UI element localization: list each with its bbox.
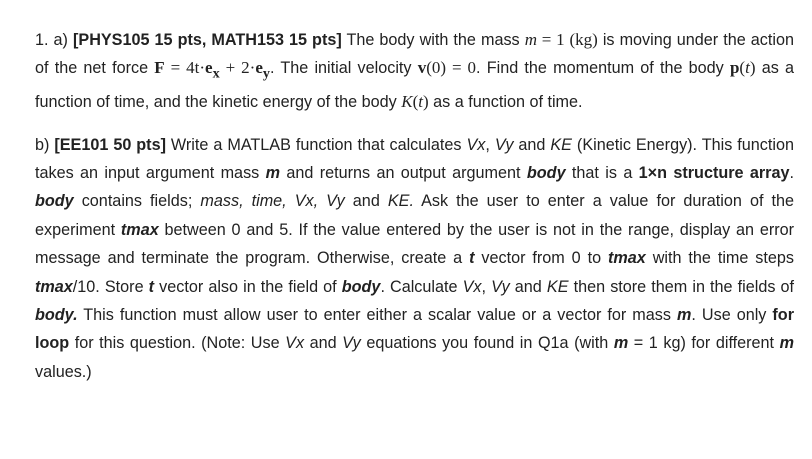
field-names: mass, time, Vx, Vy bbox=[200, 192, 345, 211]
mass-equation bbox=[525, 30, 598, 49]
var-vy: Vy bbox=[342, 334, 361, 353]
var-vx: Vx bbox=[285, 334, 305, 353]
var-body: body. bbox=[35, 306, 78, 325]
kinetic-energy-expression bbox=[401, 92, 428, 111]
part-b-text: values.) bbox=[35, 362, 92, 381]
kinetic-energy-symbol: K bbox=[401, 92, 413, 112]
part-b-text: vector also in the field of bbox=[154, 277, 342, 296]
var-m: m bbox=[779, 334, 795, 353]
momentum-paren-close: ) bbox=[749, 58, 756, 78]
part-a-text-3: . The initial velocity bbox=[269, 59, 418, 78]
var-t: t bbox=[148, 277, 155, 296]
var-t: t bbox=[469, 249, 475, 268]
unit-vector-ex-sub: x bbox=[212, 65, 220, 82]
var-tmax: tmax bbox=[608, 249, 646, 268]
unit-vector-ex: e bbox=[205, 58, 213, 78]
part-b-text: and bbox=[344, 192, 388, 211]
momentum-paren-open: ( bbox=[739, 58, 746, 78]
force-equation bbox=[154, 58, 270, 82]
part-b-text: with the time steps bbox=[645, 249, 794, 268]
for-loop-term: for loop bbox=[35, 306, 794, 353]
part-a-courses: [PHYS105 15 pts, MATH153 15 pts] bbox=[73, 31, 342, 49]
unit-vector-ey-sub: y bbox=[262, 65, 270, 82]
part-b-text: . bbox=[789, 164, 794, 183]
part-a-text-4: . Find the momentum of the body bbox=[476, 59, 730, 78]
kinetic-energy-paren-close: ) bbox=[423, 92, 429, 112]
part-a-text-2: is moving under the action of the net force bbox=[35, 31, 794, 78]
question-part-b bbox=[35, 131, 794, 387]
mass-value: = 1 (kg) bbox=[536, 30, 598, 49]
part-b-text: for this question. (Note: Use bbox=[69, 334, 286, 353]
var-tmax: tmax bbox=[120, 220, 159, 239]
momentum-expression bbox=[730, 58, 756, 77]
question-part-a bbox=[35, 26, 794, 117]
part-a-text-1: The body with the mass bbox=[341, 31, 525, 49]
part-b-text: and bbox=[513, 135, 551, 154]
var-body: body bbox=[526, 164, 566, 183]
part-b-text: . Calculate bbox=[380, 277, 463, 296]
part-b-text: Write a MATLAB function that calculates bbox=[165, 135, 467, 154]
momentum-time-var: t bbox=[745, 58, 750, 78]
var-ke: KE bbox=[550, 135, 572, 154]
var-vy: Vy bbox=[491, 277, 510, 296]
part-a-text-6: as a function of time. bbox=[428, 93, 583, 112]
part-b-text: contains fields; bbox=[73, 192, 201, 211]
part-b-text: equations you found in Q1a (with bbox=[360, 334, 614, 353]
var-m: m bbox=[265, 164, 281, 183]
part-b-course: [EE101 50 pts] bbox=[54, 135, 166, 154]
part-a-number: 1. a) bbox=[35, 31, 73, 49]
force-symbol: F bbox=[154, 58, 165, 78]
var-ke: KE bbox=[546, 277, 569, 296]
part-b-text: This function must allow user to enter either a scalar value or a vector for mass bbox=[77, 306, 677, 325]
part-b-text: between 0 and 5. If the value entered by the user is not in the range, display an error message and terminate the program. Otherwise, create a bbox=[35, 220, 794, 268]
velocity-symbol: v bbox=[417, 58, 427, 78]
force-term-1: = 4t· bbox=[164, 58, 206, 78]
unit-vector-ey: e bbox=[255, 58, 263, 78]
kinetic-energy-paren-open: ( bbox=[412, 92, 419, 112]
part-b-text: , bbox=[481, 277, 492, 296]
var-m: m bbox=[677, 306, 692, 325]
force-term-2: + 2· bbox=[219, 58, 256, 78]
part-b-text: and returns an output argument bbox=[280, 164, 527, 183]
part-b-text: then store them in the fields of bbox=[568, 277, 795, 296]
structure-array-term: 1×n structure array bbox=[638, 164, 790, 183]
var-body: body bbox=[341, 277, 381, 296]
initial-velocity-equation bbox=[418, 58, 476, 77]
part-b-text: , bbox=[485, 135, 495, 154]
part-b-text: Ask the user to enter a value for duration of the experiment bbox=[35, 192, 794, 239]
part-b-text: . Use only bbox=[691, 306, 773, 325]
part-b-text: (Kinetic Energy). This function takes an input argument mass bbox=[35, 135, 794, 183]
part-b-text: /10. Store bbox=[72, 277, 149, 296]
var-vy: Vy bbox=[494, 135, 514, 154]
part-b-text: that is a bbox=[565, 164, 639, 183]
kinetic-energy-time-var: t bbox=[418, 92, 423, 112]
var-tmax: tmax bbox=[35, 277, 73, 296]
momentum-symbol: p bbox=[729, 58, 740, 78]
part-b-number: b) bbox=[35, 135, 55, 154]
part-b-text: = 1 kg) for different bbox=[628, 334, 780, 353]
var-body: body bbox=[35, 192, 74, 211]
part-a-text-5: as a function of time, and the kinetic energy of the body bbox=[35, 59, 794, 112]
part-b-text: and bbox=[304, 334, 343, 353]
var-vx: Vx bbox=[466, 135, 486, 154]
part-b-text: vector from 0 to bbox=[474, 249, 608, 268]
var-ke: KE. bbox=[387, 192, 414, 211]
velocity-value: (0) = 0 bbox=[426, 58, 477, 78]
var-m: m bbox=[613, 334, 629, 353]
var-vx: Vx bbox=[462, 277, 482, 296]
mass-symbol: m bbox=[524, 30, 537, 49]
part-b-text: and bbox=[509, 277, 547, 296]
